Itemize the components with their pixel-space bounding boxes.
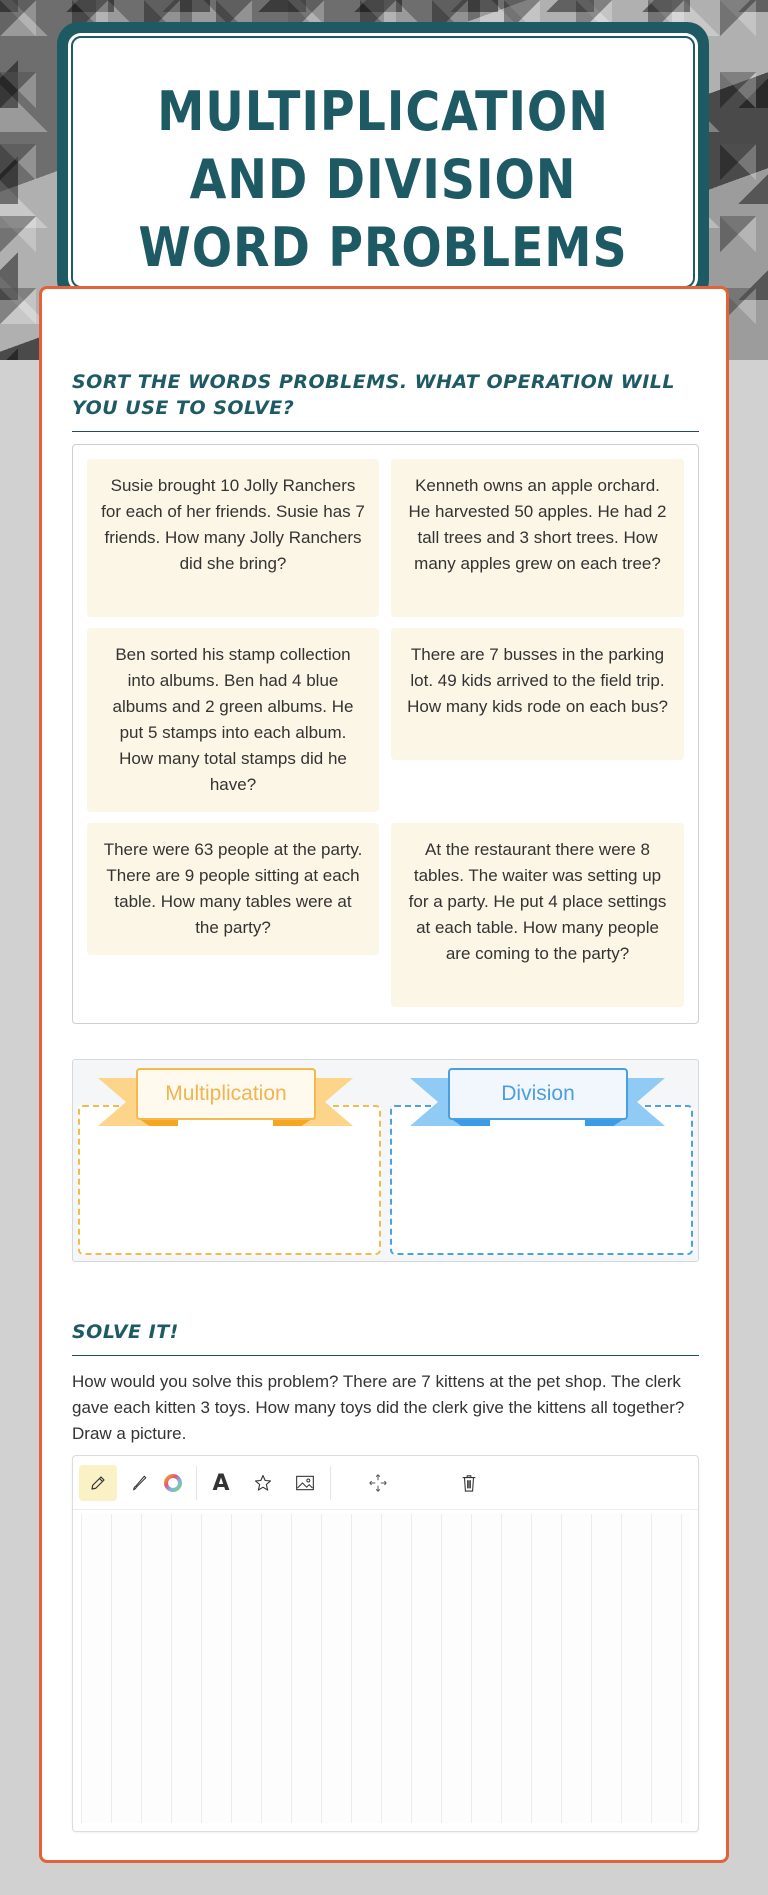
multiplication-ribbon xyxy=(98,1068,353,1138)
toolbar-separator xyxy=(330,1466,331,1500)
drawing-tool xyxy=(72,1455,699,1832)
trash-icon xyxy=(460,1473,478,1493)
multiplication-label: Multiplication xyxy=(136,1068,316,1120)
title-card xyxy=(57,22,709,302)
image-tool-button[interactable] xyxy=(286,1465,324,1501)
move-icon xyxy=(367,1472,389,1494)
sort-section-header xyxy=(72,369,699,432)
solve-section-header xyxy=(72,1319,699,1356)
worksheet-card xyxy=(39,286,729,1863)
move-tool-button[interactable] xyxy=(359,1465,397,1501)
word-problem-card[interactable] xyxy=(391,459,684,617)
text-tool-button[interactable] xyxy=(202,1465,240,1501)
page-title: MULTIPLICATION AND DIVISION WORD PROBLEMS xyxy=(138,80,628,279)
color-wheel-icon xyxy=(163,1473,183,1493)
pencil-icon xyxy=(89,1474,107,1492)
division-label: Division xyxy=(448,1068,628,1120)
text-icon: A xyxy=(212,1470,230,1496)
word-problem-card[interactable] xyxy=(391,628,684,760)
pencil-tool-button[interactable] xyxy=(79,1465,117,1501)
division-ribbon xyxy=(410,1068,665,1138)
title-frame xyxy=(71,36,695,288)
divider xyxy=(72,431,699,432)
word-problem-card[interactable] xyxy=(87,628,379,812)
divider xyxy=(72,1355,699,1356)
word-problem-card[interactable] xyxy=(391,823,684,1007)
card-text: Kenneth owns an apple orchard. He harvested 50 apples. He had 2 tall trees and 3 short trees. How many apples grew on each tree? xyxy=(408,476,667,573)
toolbar-separator xyxy=(196,1466,197,1500)
word-problem-bank xyxy=(72,444,699,1024)
clear-button[interactable] xyxy=(450,1465,488,1501)
card-text: There were 63 people at the party. There are 9 people sitting at each table. How many tables were at the party? xyxy=(103,840,363,937)
brush-tool-button[interactable] xyxy=(120,1465,158,1501)
star-icon xyxy=(253,1473,273,1493)
sort-section-heading: SORT THE WORDS PROBLEMS. WHAT OPERATION WILL YOU USE TO SOLVE? xyxy=(72,371,675,419)
word-problem-card[interactable] xyxy=(87,459,379,617)
word-problem-card[interactable] xyxy=(87,823,379,955)
card-text: Ben sorted his stamp collection into albums. Ben had 4 blue albums and 2 green albums. He put 5 stamps into each album. How many total stamps did he have? xyxy=(112,645,354,794)
card-text: There are 7 busses in the parking lot. 49 kids arrived to the field trip. How many kids rode on each bus? xyxy=(407,645,668,716)
brush-icon xyxy=(130,1474,148,1492)
card-text: At the restaurant there were 8 tables. The waiter was setting up for a party. He put 4 place settings at each table. How many people are coming to the party? xyxy=(408,840,667,963)
image-icon xyxy=(295,1474,315,1492)
sticker-tool-button[interactable] xyxy=(244,1465,282,1501)
solve-prompt: How would you solve this problem? There are 7 kittens at the pet shop. The clerk gave each kitten 3 toys. How many toys did the clerk give the kittens all together? Draw a picture. xyxy=(72,1372,685,1443)
drawing-toolbar xyxy=(73,1456,698,1510)
color-picker-button[interactable] xyxy=(154,1465,192,1501)
solve-section-heading: SOLVE IT! xyxy=(72,1321,179,1343)
card-text: Susie brought 10 Jolly Ranchers for each of her friends. Susie has 7 friends. How many Jolly Ranchers did she bring? xyxy=(101,476,365,573)
category-sorter xyxy=(72,1059,699,1262)
drawing-canvas[interactable] xyxy=(81,1514,690,1823)
